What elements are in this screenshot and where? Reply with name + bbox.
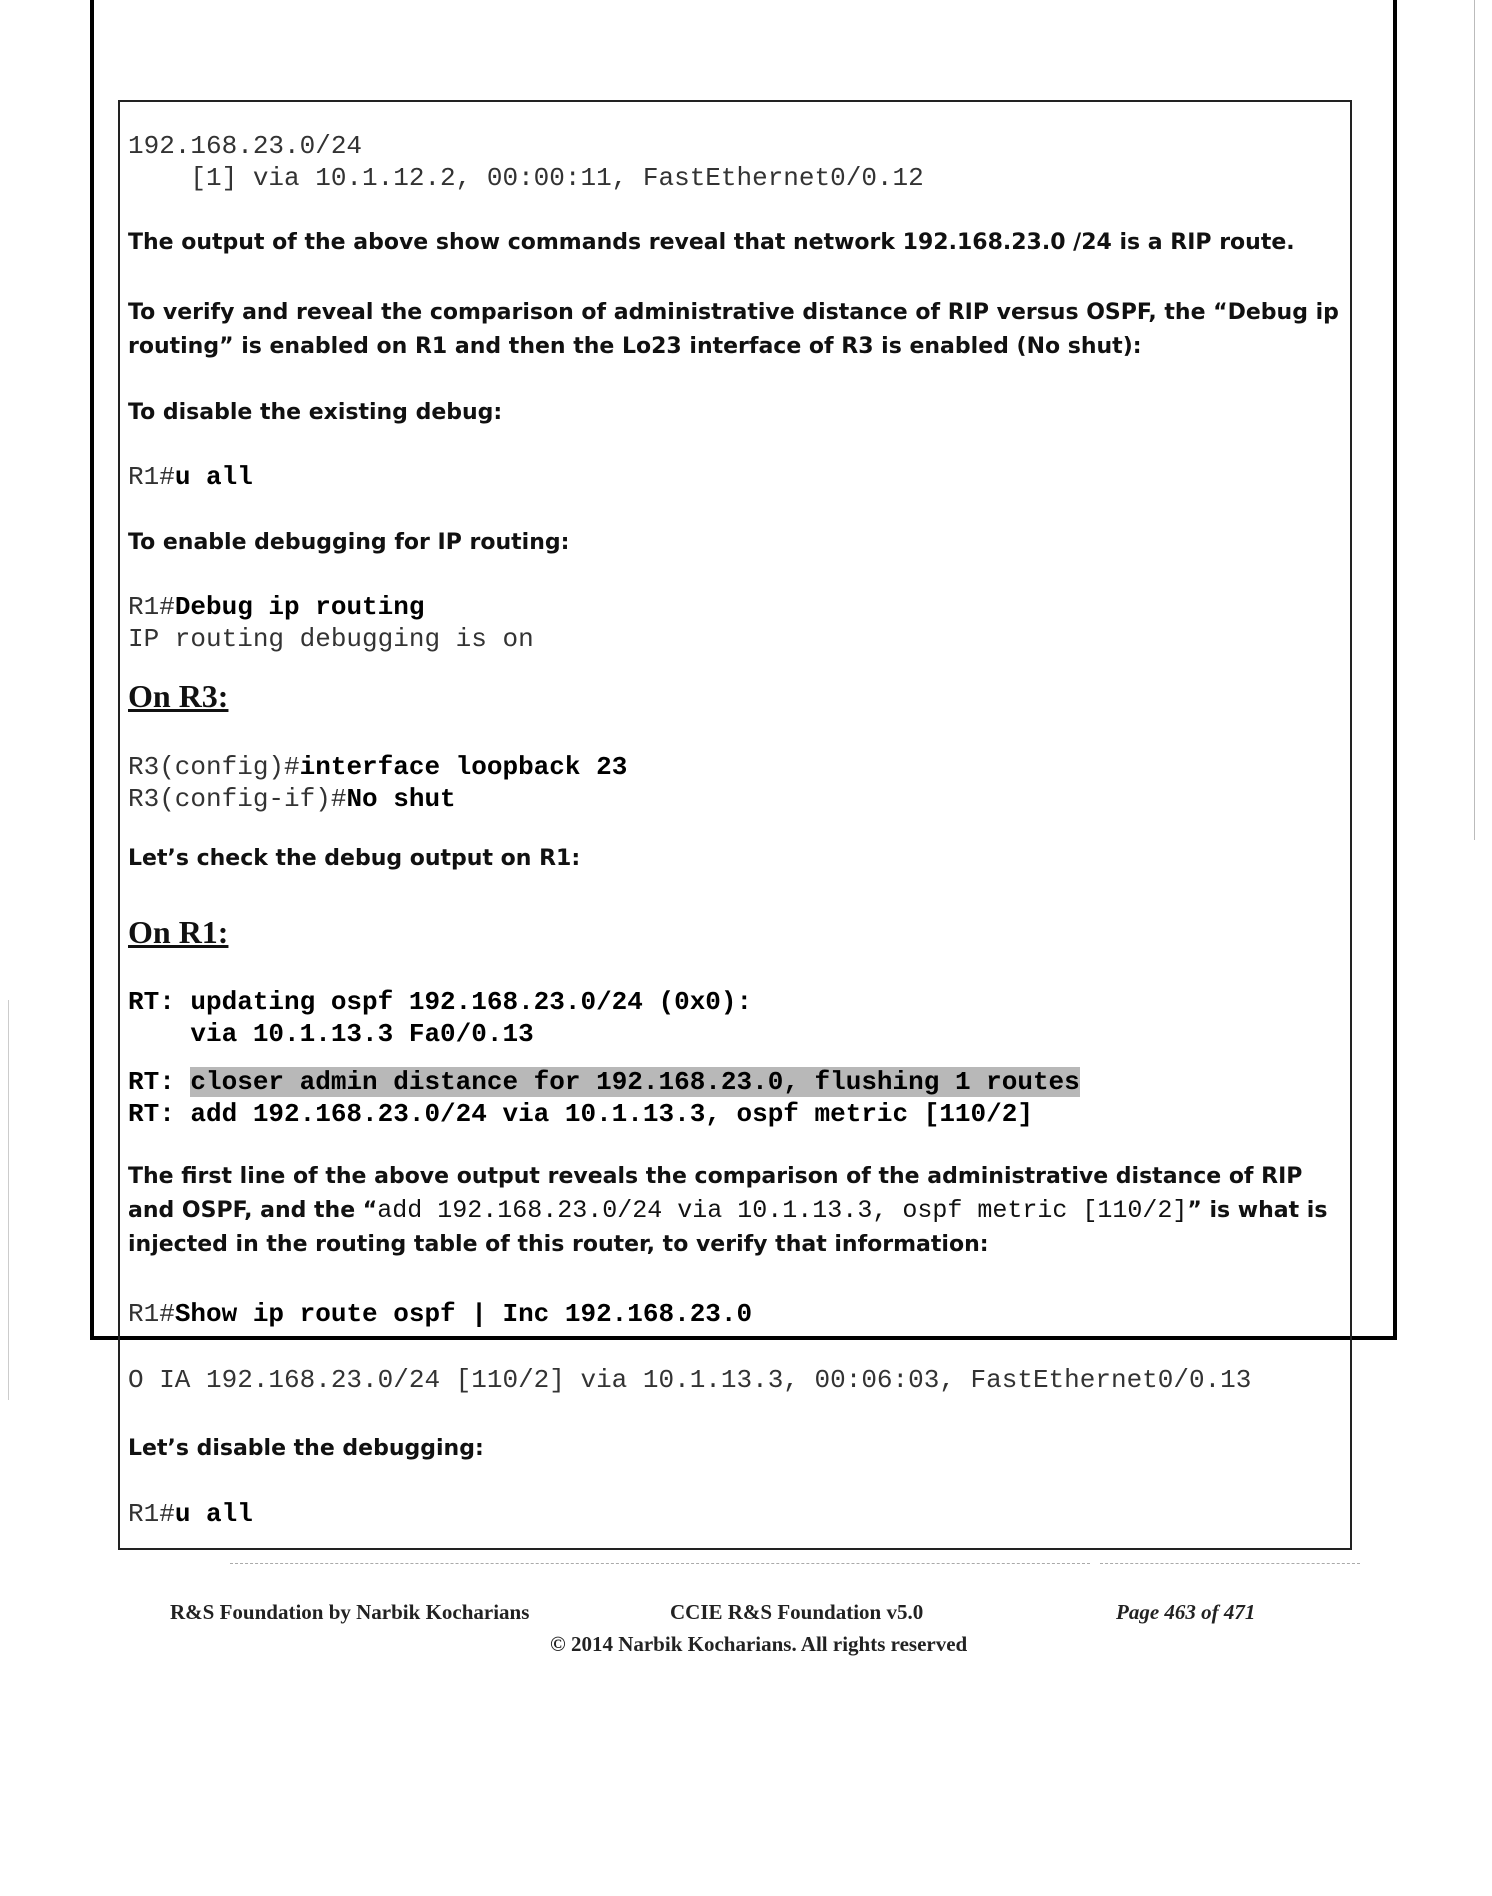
text-part: The first line of the above output reveals the comparison of the administrative distance of RIP and OSPF, and the “ xyxy=(128,1164,1303,1223)
prompt: R3(config-if)# xyxy=(128,784,347,814)
route-via-line: [1] via 10.1.12.2, 00:00:11, FastEthernet0/0.12 xyxy=(128,163,924,193)
code-undebug-2 xyxy=(128,1498,253,1530)
footer-copyright: © 2014 Narbik Kocharians. All rights reserved xyxy=(550,1632,968,1656)
paragraph-first-line xyxy=(128,1160,1343,1262)
debug-line: via 10.1.13.3 Fa0/0.13 xyxy=(128,1019,534,1049)
code-debug-output xyxy=(128,986,752,1050)
highlighted-debug-line: closer admin distance for 192.168.23.0, flushing 1 routes xyxy=(190,1067,1080,1097)
code-debug-ip-routing xyxy=(128,591,534,655)
prompt: R1# xyxy=(128,1499,175,1529)
debug-line: RT: add 192.168.23.0/24 via 10.1.13.3, ospf metric [110/2] xyxy=(128,1099,1033,1129)
command: u all xyxy=(174,1499,253,1529)
paragraph-enable-debug: To enable debugging for IP routing: xyxy=(128,530,570,555)
scan-dash-line xyxy=(230,1563,1090,1565)
command-output: IP routing debugging is on xyxy=(128,624,534,654)
paragraph-rip-route: The output of the above show commands reveal that network 192.168.23.0 /24 is a RIP route. xyxy=(128,230,1295,255)
code-r3-config xyxy=(128,751,627,815)
prompt: R3(config)# xyxy=(128,752,300,782)
heading-on-r1: On R1: xyxy=(128,914,229,950)
paragraph-disable-debug: To disable the existing debug: xyxy=(128,400,503,425)
footer-author: R&S Foundation by Narbik Kocharians xyxy=(170,1600,530,1624)
scan-dash-line xyxy=(1100,1563,1360,1565)
prompt: R1# xyxy=(128,1299,175,1329)
route-line: 192.168.23.0/24 xyxy=(128,131,363,161)
prompt: R1# xyxy=(128,592,175,622)
footer-page-number: Page 463 of 471 xyxy=(1116,1600,1256,1624)
command: u all xyxy=(174,462,253,492)
code-undebug-1 xyxy=(128,461,253,493)
command: interface loopback 23 xyxy=(299,752,628,782)
command: Show ip route ospf | Inc 192.168.23.0 xyxy=(174,1299,753,1329)
command: No shut xyxy=(346,784,456,814)
scan-edge-line-left xyxy=(8,1000,9,1400)
heading-on-r3: On R3: xyxy=(128,678,229,714)
footer-title: CCIE R&S Foundation v5.0 xyxy=(670,1600,924,1624)
inline-code: add 192.168.23.0/24 via 10.1.13.3, ospf metric [110/2] xyxy=(377,1196,1188,1225)
text-part: ” is what is injected in the routing table of this router, to verify that information: xyxy=(128,1198,1328,1257)
paragraph-disable-debugging: Let’s disable the debugging: xyxy=(128,1436,484,1461)
prompt: R1# xyxy=(128,462,175,492)
command: Debug ip routing xyxy=(174,592,425,622)
code-debug-output-2 xyxy=(128,1066,1080,1130)
code-show-output: O IA 192.168.23.0/24 [110/2] via 10.1.13.3, 00:06:03, FastEthernet0/0.13 xyxy=(128,1365,1252,1395)
debug-prefix: RT: xyxy=(128,1067,191,1097)
debug-line: RT: updating ospf 192.168.23.0/24 (0x0): xyxy=(128,987,753,1017)
code-show-ip-route xyxy=(128,1298,752,1330)
paragraph-verify: To verify and reveal the comparison of administrative distance of RIP versus OSPF, the “Debug ip routing” is enabled on R1 and then the Lo23 interface of R3 is enabled (No shut): xyxy=(128,300,1339,359)
paragraph-check-debug: Let’s check the debug output on R1: xyxy=(128,846,581,871)
code-route-output xyxy=(128,130,924,194)
scan-edge-line xyxy=(1474,0,1475,840)
